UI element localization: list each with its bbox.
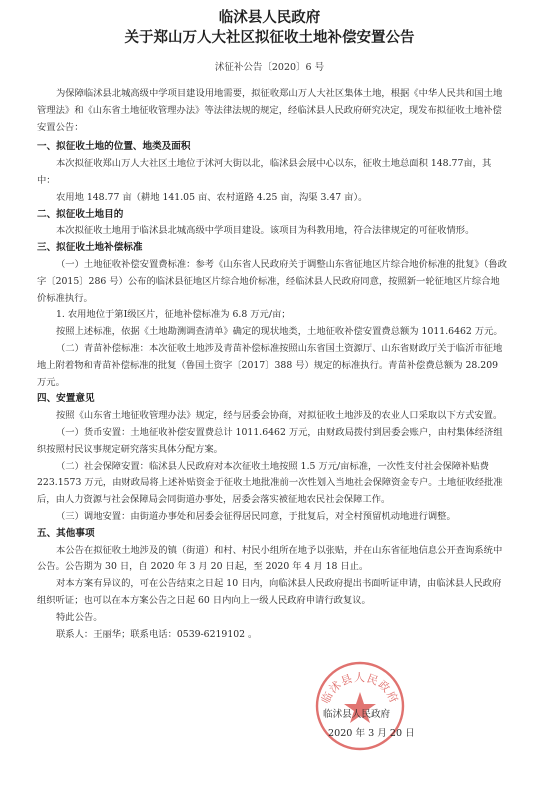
section-5-paragraph: 本公告在拟征收土地涉及的镇（街道）和村、村民小组所在地予以张贴，并在山东省征地信息公开查询系统中公告。公告期为 30 日，自 2020 年 3 月 20 日起，至 2020 年 4 月 18 日止。 <box>37 544 503 573</box>
section-5-paragraph: 对本方案有异议的，可在公告结束之日起 10 日内，向临沭县人民政府提出书面听证申请，由临沭县人民政府组织听证；也可以在本方案公告之日起 60 日内向上一级人民政府申请行政复议。 <box>37 578 502 606</box>
notice-body <box>37 86 507 643</box>
section-4-paragraph: 按照《山东省土地征收管理办法》规定，经与居委会协商，对拟征收土地涉及的农业人口采取以下方式安置。 <box>56 410 503 422</box>
section-3-paragraph: 1. 农用地位于第I级区片，征地补偿标准为 6.8 万元/亩； <box>56 309 291 321</box>
section-4-paragraph: （一）货币安置：土地征收补偿安置费总计 1011.6462 万元，由财政局拨付到居委会账户，由村集体经济组织按照村民议事规定研究落实具体分配方案。 <box>37 426 503 455</box>
section-5-heading: 五、其他事项 <box>37 527 95 539</box>
closing-statement: 特此公告。 <box>56 611 103 623</box>
section-3-heading: 三、拟征收土地补偿标准 <box>37 242 143 254</box>
section-4-paragraph: （二）社会保障安置：临沭县人民政府对本次征收土地按照 1.5 万元/亩标准，一次性支付社会保障补贴费 223.1573 万元，由财政局将上述补贴资金于征收土地批准前一次性划入当地社会保障资金专户。土地征收经批准后，由人力资源与社会保障局会同街道办事处，居委会落实被征地农民社会保障工作。 <box>37 460 503 506</box>
section-3-paragraph: （一）土地征收补偿安置费标准：参考《山东省人民政府关于调整山东省征地区片综合地价标准的批复》（鲁政字〔2015〕286 号）公布的临沭县征地区片综合地价标准，经临沭县人民政府同意，按照新一轮征地区片综合地价标准执行。 <box>37 258 507 304</box>
section-1-paragraph: 本次拟征收郑山万人大社区土地位于沭河大街以北，临沭县会展中心以东，征收土地总面积 148.77亩，其中： <box>37 158 492 186</box>
section-2-paragraph: 本次拟征收土地用于临沭县北城高级中学项目建设。该项目为科教用地，符合法律规定的可征收情形。 <box>56 225 475 237</box>
title-issuer: 临沭县人民政府 <box>218 9 321 26</box>
section-3-paragraph: 按照上述标准，依据《土地勘测调查清单》确定的现状地类，土地征收补偿安置费总额为 1011.6462 万元。 <box>56 326 503 338</box>
contact-info: 联系人：王丽华；联系电话：0539-6219102 。 <box>56 628 258 640</box>
section-2-heading: 二、拟征收土地目的 <box>37 208 124 220</box>
section-4-heading: 四、安置意见 <box>37 393 95 405</box>
seal-text: 临沭县人民政府 <box>318 671 402 706</box>
issuing-authority: 临沭县人民政府 <box>323 709 391 720</box>
section-3-paragraph: （二）青苗补偿标准：本次征收土地涉及青苗补偿标准按照山东省国土资源厅、山东省财政厅关于临沂市征地地上附着物和青苗补偿标准的批复（鲁国土资字〔2017〕388 号）规定的标准执行。青苗补偿费总额为 28.209 万元。 <box>37 342 503 388</box>
intro-paragraph: 为保障临沭县北城高级中学项目建设用地需要，拟征收郑山万人大社区集体土地，根据《中华人民共和国土地管理法》和《山东省土地征收管理办法》等法律法规的规定，经临沭县人民政府研究决定，现发布拟征收土地补偿安置公告： <box>37 88 503 133</box>
title-subject: 关于郑山万人大社区拟征收土地补偿安置公告 <box>124 29 415 46</box>
document-number: 沭征补公告〔2020〕6 号 <box>214 62 325 73</box>
section-1-heading: 一、拟征收土地的位置、地类及面积 <box>37 141 191 153</box>
section-1-paragraph: 农用地 148.77 亩（耕地 141.05 亩、农村道路 4.25 亩，沟渠 3.47 亩）。 <box>56 191 368 203</box>
issue-date: 2020 年 3 月 20 日 <box>328 728 415 739</box>
section-4-paragraph: （三）调地安置：由街道办事处和居委会征得居民同意，于批复后，对全村预留机动地进行调整。 <box>56 510 456 522</box>
